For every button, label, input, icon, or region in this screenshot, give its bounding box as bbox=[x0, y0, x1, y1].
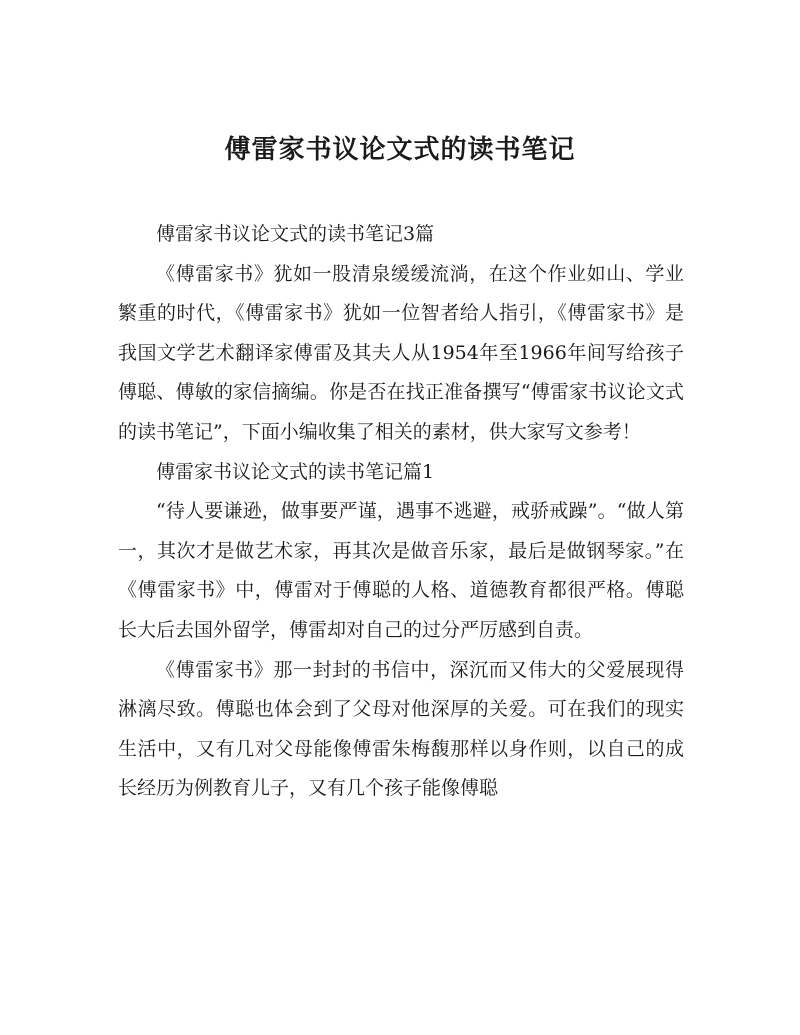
body-paragraph: 《傅雷家书》那一封封的书信中，深沉而又伟大的父爱展现得淋漓尽致。傅聪也体会到了父母对他深厚的关爱。可在我们的现实生活中，又有几对父母能像傅雷朱梅馥那样以身作则，以自己的成长经历为例教育儿子，又有几个孩子能像傅聪 bbox=[118, 658, 684, 800]
document-title: 傅雷家书议论文式的读书笔记 bbox=[224, 135, 576, 165]
section-heading: 傅雷家书议论文式的读书笔记篇1 bbox=[156, 460, 435, 483]
subtitle-paragraph: 傅雷家书议论文式的读书笔记3篇 bbox=[156, 223, 435, 245]
body-paragraph: “待人要谦逊，做事要严谨，遇事不逃避，戒骄戒躁”。“做人第一，其次才是做艺术家，再其次是做音乐家，最后是做钢琴家。”在《傅雷家书》中，傅雷对于傅聪的人格、道德教育都很严格。傅聪长大后去国外留学，傅雷却对自己的过分严厉感到自责。 bbox=[118, 500, 684, 641]
intro-paragraph: 《傅雷家书》犹如一股清泉缓缓流淌，在这个作业如山、学业繁重的时代，《傅雷家书》犹如一位智者给人指引，《傅雷家书》是我国文学艺术翻译家傅雷及其夫人从1954年至1966年间写给孩子傅聪、傅敏的家信摘编。你是否在找正准备撰写“傅雷家书议论文式的读书笔记”，下面小编收集了相关的素材，供大家写文参考！ bbox=[118, 262, 684, 443]
document-body bbox=[118, 215, 684, 809]
